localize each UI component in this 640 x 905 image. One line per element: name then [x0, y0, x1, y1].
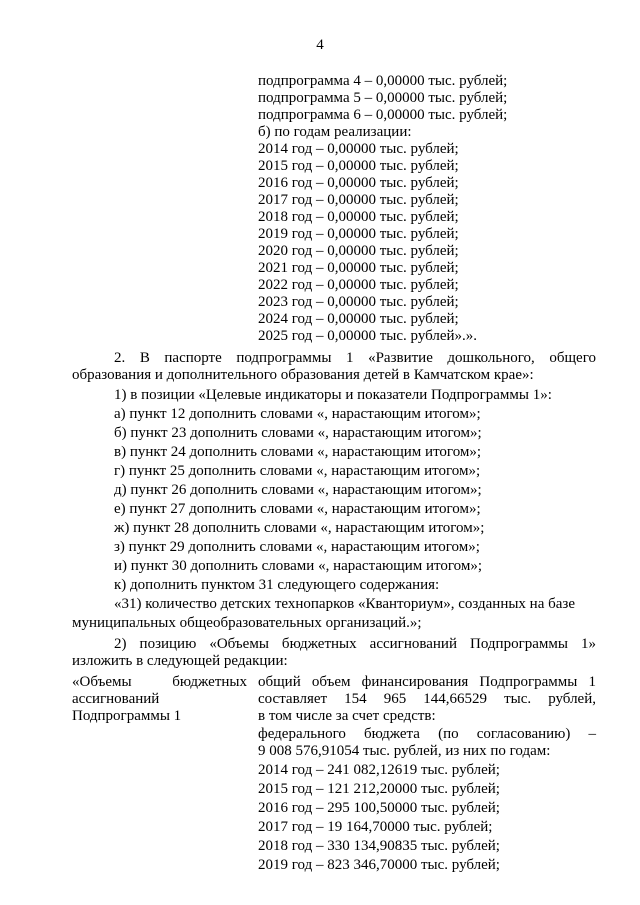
table-left-cell-line-2: ассигнований	[72, 691, 160, 707]
table-right-line: 2014 год – 241 082,12619 тыс. рублей;	[258, 762, 500, 778]
list-item: и) пункт 30 дополнить словами «, нарастающим итогом»;	[114, 558, 483, 574]
paragraph-2-line-2: образования и дополнительного образования детей в Камчатском крае»:	[72, 367, 534, 383]
position-2-line-1	[114, 636, 596, 653]
list-item: к) дополнить пунктом 31 следующего содержания:	[114, 577, 440, 593]
list-item: 2017 год – 0,00000 тыс. рублей;	[258, 192, 459, 208]
list-item: 2021 год – 0,00000 тыс. рублей;	[258, 260, 459, 276]
list-item: подпрограмма 4 – 0,00000 тыс. рублей;	[258, 73, 508, 89]
paragraph-2-line-1	[114, 350, 596, 367]
table-right-line	[258, 674, 596, 691]
list-item: б) пункт 23 дополнить словами «, нарастающим итогом»;	[114, 425, 482, 441]
list-item: 2014 год – 0,00000 тыс. рублей;	[258, 141, 459, 157]
table-right-line: 2018 год – 330 134,90835 тыс. рублей;	[258, 838, 500, 854]
list-item: 2020 год – 0,00000 тыс. рублей;	[258, 243, 459, 259]
list-item: а) пункт 12 дополнить словами «, нарастающим итогом»;	[114, 406, 481, 422]
list-item: в) пункт 24 дополнить словами «, нарастающим итогом»;	[114, 444, 482, 460]
list-item: 1) в позиции «Целевые индикаторы и показатели Подпрограммы 1»:	[114, 387, 552, 403]
list-item: б) по годам реализации:	[258, 124, 412, 140]
table-right-line	[258, 726, 596, 743]
list-item: з) пункт 29 дополнить словами «, нарастающим итогом»;	[114, 539, 480, 555]
list-item: подпрограмма 6 – 0,00000 тыс. рублей;	[258, 107, 508, 123]
table-left-cell-line-3: Подпрограммы 1	[72, 708, 182, 724]
list-item: 2025 год – 0,00000 тыс. рублей».».	[258, 328, 478, 344]
table-right-line	[258, 691, 596, 708]
list-item: 2023 год – 0,00000 тыс. рублей;	[258, 294, 459, 310]
table-right-line: 2017 год – 19 164,70000 тыс. рублей;	[258, 819, 493, 835]
list-item: 2019 год – 0,00000 тыс. рублей;	[258, 226, 459, 242]
table-right-line: в том числе за счет средств:	[258, 708, 436, 724]
list-item: 2024 год – 0,00000 тыс. рублей;	[258, 311, 459, 327]
table-right-line: 2015 год – 121 212,20000 тыс. рублей;	[258, 781, 500, 797]
table-left-cell-line-1	[72, 674, 247, 691]
list-item: подпрограмма 5 – 0,00000 тыс. рублей;	[258, 90, 508, 106]
list-item: 2022 год – 0,00000 тыс. рублей;	[258, 277, 459, 293]
paragraph-2-text: 2. В паспорте подпрограммы 1 «Развитие дошкольного, общего	[114, 350, 596, 366]
list-item: 2018 год – 0,00000 тыс. рублей;	[258, 209, 459, 225]
list-item: е) пункт 27 дополнить словами «, нарастающим итогом»;	[114, 501, 481, 517]
page-number: 4	[316, 37, 324, 53]
list-item: г) пункт 25 дополнить словами «, нарастающим итогом»;	[114, 463, 481, 479]
table-left-text: «Объемы бюджетных	[72, 674, 247, 690]
list-item: д) пункт 26 дополнить словами «, нарастающим итогом»;	[114, 482, 482, 498]
position-2-text: 2) позицию «Объемы бюджетных ассигнований Подпрограммы 1»	[114, 636, 596, 652]
list-item: 2016 год – 0,00000 тыс. рублей;	[258, 175, 459, 191]
quote-line-2: муниципальных общеобразовательных организаций.»;	[72, 615, 422, 631]
table-right-line: 9 008 576,91054 тыс. рублей, из них по годам:	[258, 743, 551, 759]
position-2-line-2: изложить в следующей редакции:	[72, 653, 288, 669]
list-item: ж) пункт 28 дополнить словами «, нарастающим итогом»;	[114, 520, 485, 536]
quote-line-1: «31) количество детских технопарков «Кванториум», созданных на базе	[114, 596, 575, 612]
list-item: 2015 год – 0,00000 тыс. рублей;	[258, 158, 459, 174]
table-right-text: общий объем финансирования Подпрограммы 1	[258, 674, 596, 690]
table-right-line: 2019 год – 823 346,70000 тыс. рублей;	[258, 857, 500, 873]
table-right-text: составляет 154 965 144,66529 тыс. рублей,	[258, 691, 596, 707]
table-right-line: 2016 год – 295 100,50000 тыс. рублей;	[258, 800, 500, 816]
table-right-text: федерального бюджета (по согласованию) –	[258, 726, 596, 742]
